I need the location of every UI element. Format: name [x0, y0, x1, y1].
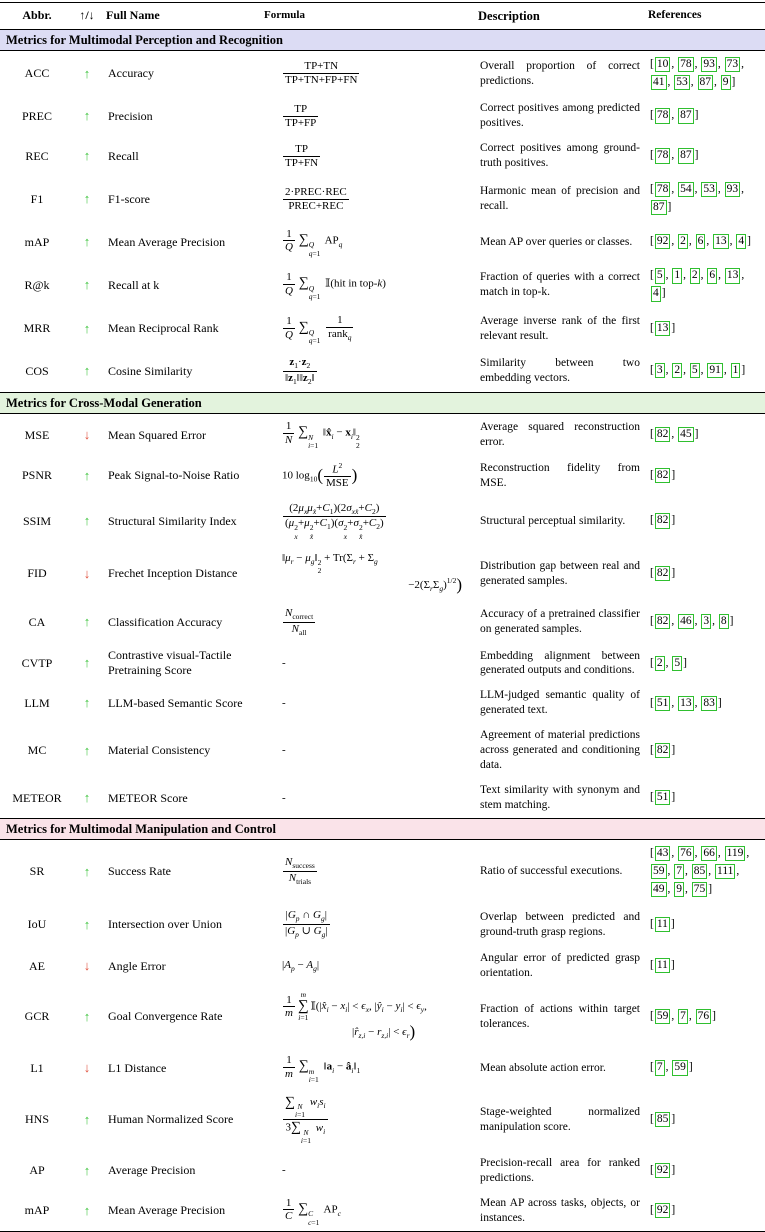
citation-link[interactable]: 5	[690, 363, 700, 378]
metric-description: Precision-recall area for ranked predictions.	[480, 1156, 640, 1184]
citation-link[interactable]: 13	[725, 268, 741, 283]
citation-link[interactable]: 75	[692, 882, 708, 897]
up-arrow-icon: ↑	[83, 108, 91, 124]
up-arrow-icon: ↑	[83, 695, 91, 711]
citation-link[interactable]: 2	[678, 234, 688, 249]
metric-description: Distribution gap between real and generated samples.	[480, 559, 640, 587]
metric-description: Similarity between two embedding vectors.	[480, 357, 640, 385]
metric-row	[0, 643, 765, 683]
col-header-formula: Formula	[264, 9, 305, 22]
metric-formula: $‖\mu_r$ − $\mu_g‖$ 2 2 + $Tr(\Sigma_r + \Sigma_g$ $-2(\Sigma_r\Sigma_g)^{1/2}$)	[282, 551, 462, 595]
metric-abbr: MSE	[24, 427, 50, 442]
metric-row	[0, 456, 765, 496]
metric-description: Mean AP across tasks, objects, or instances.	[480, 1197, 640, 1224]
up-arrow-icon: ↑	[83, 655, 91, 671]
metric-name: Human Normalized Score	[108, 1112, 234, 1127]
metric-row	[0, 308, 765, 350]
metric-formula: $\frac{1}{Q}$ ∑ Q q=1 1 rank$_q$	[285, 314, 352, 346]
metric-abbr: L1	[30, 1060, 44, 1075]
metric-description: Structural perceptual similarity.	[480, 514, 626, 527]
citation-link[interactable]: 5	[655, 268, 665, 283]
up-arrow-icon: ↑	[83, 614, 91, 630]
metric-name: Frechet Inception Distance	[108, 566, 238, 581]
metric-name: Precision	[108, 108, 153, 123]
metric-formula: ∑ N i=1 $w_is_i$ 3∑ N i=1 $w_i$	[285, 1094, 326, 1146]
metric-row	[0, 601, 765, 644]
citation-link[interactable]: 10	[655, 57, 671, 72]
citation-link[interactable]: 51	[655, 790, 671, 805]
metric-row	[0, 1048, 765, 1089]
metric-row	[0, 414, 765, 455]
citation-link[interactable]: 11	[655, 917, 670, 932]
metric-row	[0, 1151, 765, 1191]
down-arrow-icon: ↓	[83, 565, 91, 581]
citation-link[interactable]: 13	[655, 321, 671, 336]
metric-name: Mean Average Precision	[108, 234, 226, 249]
citation-link[interactable]: 76	[696, 1009, 712, 1024]
metric-description: Correct positives among predicted positives.	[480, 102, 640, 130]
citation-link[interactable]: 2	[672, 363, 682, 378]
up-arrow-icon: ↑	[83, 1162, 91, 1178]
citation-link[interactable]: 7	[674, 864, 684, 879]
col-header-abbr: Abbr.	[22, 8, 52, 23]
citation-link[interactable]: 78	[655, 148, 671, 163]
citation-link[interactable]: 53	[674, 75, 690, 90]
metric-formula: $\frac{z_1\cdot z_2}{‖z_1‖‖z_2‖}$	[285, 355, 315, 386]
section-header: Metrics for Multimodal Perception and Recognition	[0, 29, 765, 51]
up-arrow-icon: ↑	[83, 320, 91, 336]
metric-name: Classification Accuracy	[108, 614, 223, 629]
metric-row	[0, 683, 765, 723]
metric-name: Recall	[108, 148, 139, 163]
metric-row	[0, 1191, 765, 1232]
citation-link[interactable]: 2	[655, 656, 665, 671]
citation-link[interactable]: 51	[655, 696, 671, 711]
citation-link[interactable]: 92	[655, 1203, 671, 1218]
citation-link[interactable]: 59	[651, 864, 667, 879]
metric-formula: $\frac{1}{m}$ m ∑ i=1 $𝕀(|x̂_i - x_i| < \epsilon_x$, $|ŷ_i - y_i| < \epsilon_y$, $|r̂_{z,i} - r_{z,i}| < \epsilon_r$)	[285, 989, 427, 1042]
metric-name: Average Precision	[108, 1163, 196, 1178]
metric-formula: -	[282, 1164, 286, 1177]
metric-name: Structural Similarity Index	[108, 513, 237, 528]
citation-link[interactable]: 82	[655, 566, 671, 581]
citation-link[interactable]: 9	[721, 75, 731, 90]
metric-formula: $\frac{1}{m}$ ∑ m i=1 $‖a_i$ − $â_i‖_1$	[285, 1053, 361, 1084]
metric-formula: $\frac{1}{Q}$ ∑ Q q=1 𝕀(hit in top-k)	[285, 270, 386, 301]
metric-name: Peak Signal-to-Noise Ratio	[108, 468, 240, 483]
metric-description: Accuracy of a pretrained classifier on generated samples.	[480, 608, 640, 636]
citation-link[interactable]: 93	[725, 182, 741, 197]
metric-name: Cosine Similarity	[108, 363, 193, 378]
metric-references: [ 59 , 7 , 76 ]	[648, 1008, 759, 1026]
citation-link[interactable]: 11	[655, 958, 670, 973]
up-arrow-icon: ↑	[83, 148, 91, 164]
metric-name: Intersection over Union	[108, 917, 222, 932]
citation-link[interactable]: 85	[655, 1112, 671, 1127]
citation-link[interactable]: 78	[678, 57, 694, 72]
metric-references: [ 13 ]	[648, 320, 759, 338]
metric-abbr: SSIM	[22, 513, 51, 528]
citation-link[interactable]: 53	[701, 182, 717, 197]
metric-references: [ 11 ]	[648, 957, 759, 975]
citation-link[interactable]: 9	[674, 882, 684, 897]
metric-row	[0, 840, 765, 903]
metric-references: [ 85 ]	[648, 1111, 759, 1129]
citation-link[interactable]: 82	[655, 743, 671, 758]
metric-abbr: MRR	[23, 321, 51, 336]
metric-description: Correct positives among ground-truth positives.	[480, 142, 640, 170]
citation-link[interactable]: 87	[698, 75, 714, 90]
metric-description: Agreement of material predictions across generated and conditioning data.	[480, 729, 640, 772]
metric-abbr: ACC	[24, 66, 50, 81]
citation-link[interactable]: 78	[655, 182, 671, 197]
metric-abbr: PREC	[21, 108, 52, 123]
citation-link[interactable]: 6	[707, 268, 717, 283]
metric-description: Overlap between predicted and ground-truth grasp regions.	[480, 910, 640, 938]
metric-description: Reconstruction fidelity from MSE.	[480, 461, 640, 489]
metric-references: [ 78 , 87 ]	[648, 147, 759, 165]
up-arrow-icon: ↑	[83, 916, 91, 932]
metric-abbr: METEOR	[12, 790, 62, 805]
metric-description: Mean absolute action error.	[480, 1061, 606, 1074]
section-header: Metrics for Multimodal Manipulation and Control	[0, 818, 765, 840]
metric-references: [ 92 ]	[648, 1162, 759, 1180]
metric-abbr: COS	[25, 363, 49, 378]
citation-link[interactable]: 1	[731, 363, 741, 378]
metric-references: [ 82 ]	[648, 512, 759, 530]
metric-references: [ 51 , 13 , 83 ]	[648, 695, 759, 713]
metric-references: [ 92 , 2 , 6 , 13 , 4 ]	[648, 233, 759, 251]
table-header	[0, 3, 765, 29]
metric-abbr: GCR	[24, 1009, 50, 1024]
metric-references: [ 2 , 5 ]	[648, 655, 759, 673]
metric-references: [ 7 , 59 ]	[648, 1059, 759, 1077]
metric-name: Success Rate	[108, 864, 171, 879]
citation-link[interactable]: 92	[655, 234, 671, 249]
metric-abbr: REC	[25, 148, 49, 163]
citation-link[interactable]: 82	[655, 513, 671, 528]
citation-link[interactable]: 78	[655, 108, 671, 123]
metric-formula: $\frac{1}{C}$ ∑ C c=1 $AP_c$	[285, 1196, 341, 1227]
up-arrow-icon: ↑	[83, 234, 91, 250]
table-body	[0, 29, 765, 1232]
citation-link[interactable]: 87	[678, 148, 694, 163]
citation-link[interactable]: 111	[715, 864, 735, 879]
metric-row	[0, 96, 765, 136]
col-header-references: References	[648, 9, 702, 21]
metric-references: [ 11 ]	[648, 916, 759, 934]
metric-formula: 10 $\log_{10}$( $L^2$ MSE )	[282, 460, 358, 489]
metric-row	[0, 946, 765, 986]
metric-name: Angle Error	[108, 958, 166, 973]
citation-link[interactable]: 76	[678, 846, 694, 861]
citation-link[interactable]: 13	[713, 234, 729, 249]
citation-link[interactable]: 2	[690, 268, 700, 283]
citation-link[interactable]: 93	[701, 57, 717, 72]
citation-link[interactable]: 45	[678, 427, 694, 442]
metric-abbr: CVTP	[21, 655, 53, 670]
metric-name: Mean Reciprocal Rank	[108, 321, 219, 336]
metric-description: Fraction of queries with a correct match in top-k.	[480, 271, 640, 299]
metric-abbr: AP	[29, 1163, 45, 1178]
metric-formula: $N_{correct}$ $N_{all}$	[285, 606, 314, 637]
metric-references: [ 82 , 45 ]	[648, 426, 759, 444]
up-arrow-icon: ↑	[83, 65, 91, 81]
citation-link[interactable]: 82	[655, 614, 671, 629]
metric-description: Stage-weighted normalized manipulation score.	[480, 1105, 640, 1133]
citation-link[interactable]: 54	[678, 182, 694, 197]
citation-link[interactable]: 13	[678, 696, 694, 711]
metric-row	[0, 51, 765, 97]
citation-link[interactable]: 85	[692, 864, 708, 879]
metric-name: Mean Average Precision	[108, 1203, 226, 1218]
metric-description: Embedding alignment between generated outputs and conditions.	[480, 649, 640, 677]
metric-formula: $\frac{TP}{TP+FP}$	[285, 103, 317, 129]
metric-name: Mean Squared Error	[108, 427, 206, 442]
metric-references: [ 51 ]	[648, 789, 759, 807]
metric-references: [ 5 , 1 , 2 , 6 , 13 , 4 ]	[648, 267, 759, 303]
metric-description: Mean AP over queries or classes.	[480, 235, 633, 248]
citation-link[interactable]: 83	[701, 696, 717, 711]
metric-formula: -	[282, 791, 286, 804]
metric-description: LLM-judged semantic quality of generated text.	[480, 689, 640, 717]
metric-name: METEOR Score	[108, 790, 188, 805]
metric-name: L1 Distance	[108, 1060, 167, 1075]
citation-link[interactable]: 43	[655, 846, 671, 861]
metric-abbr: PSNR	[21, 468, 53, 483]
metric-formula: -	[282, 656, 286, 669]
metric-name: LLM-based Semantic Score	[108, 695, 243, 710]
metric-abbr: mAP	[24, 234, 50, 249]
citation-link[interactable]: 6	[696, 234, 706, 249]
metric-references: [ 82 ]	[648, 742, 759, 760]
metric-formula: $N_{success}$ $N_{trials}$	[285, 856, 315, 887]
metric-row	[0, 496, 765, 547]
citation-link[interactable]: 66	[701, 846, 717, 861]
metric-name: Goal Convergence Rate	[108, 1009, 223, 1024]
metric-abbr: mAP	[24, 1203, 50, 1218]
citation-link[interactable]: 87	[678, 108, 694, 123]
metric-row	[0, 1089, 765, 1151]
metric-abbr: F1	[30, 191, 44, 206]
up-arrow-icon: ↑	[83, 863, 91, 879]
citation-link[interactable]: 46	[678, 614, 694, 629]
metric-references: [ 82 , 46 , 3 , 8 ]	[648, 613, 759, 631]
metric-row	[0, 176, 765, 222]
citation-link[interactable]: 82	[655, 468, 671, 483]
metric-formula: $\frac{|G_p \cap G_g|}{|G_p \cup G_g|}$	[285, 909, 328, 940]
up-arrow-icon: ↑	[83, 191, 91, 206]
metric-abbr: SR	[29, 864, 45, 879]
metric-description: Angular error of predicted grasp orientation.	[480, 952, 640, 980]
metric-formula: $|A_p - A_g|$	[282, 958, 320, 974]
col-header-direction: ↑/↓	[79, 8, 95, 23]
metric-formula: $\frac{TP+TN}{TP+TN+FP+FN}$	[285, 60, 358, 87]
metric-description: Text similarity with synonym and stem matching.	[480, 784, 640, 812]
citation-link[interactable]: 87	[651, 200, 667, 215]
down-arrow-icon: ↓	[83, 427, 91, 443]
citation-link[interactable]: 119	[725, 846, 746, 861]
col-header-description: Description	[478, 8, 540, 23]
metric-description: Average inverse rank of the first relevant result.	[480, 315, 640, 342]
citation-link[interactable]: 91	[707, 363, 723, 378]
metric-references: [ 10 , 78 , 93 , 73 , 41 , 53 , 87 , 9 ]	[648, 56, 759, 92]
metric-formula: $(2\mu_x\mu_{x̂}+C_1)(2\sigma_{xx̂}+C_2)$ (μ 2 x +μ 2 x̂ $+C_1)(\sigma$ 2 x +σ 2 x̂ $+C_2$)	[285, 501, 384, 541]
metric-formula: -	[282, 696, 286, 709]
metric-description: Average squared reconstruction error.	[480, 421, 640, 449]
citation-link[interactable]: 4	[736, 234, 746, 249]
col-header-full-name: Full Name	[106, 8, 160, 23]
citation-link[interactable]: 3	[655, 363, 665, 378]
metric-abbr: LLM	[24, 695, 50, 710]
metric-description: Fraction of actions within target tolerances.	[480, 1003, 640, 1030]
metric-row	[0, 136, 765, 176]
metric-references: [ 78 , 87 ]	[648, 107, 759, 125]
metric-row	[0, 723, 765, 778]
citation-link[interactable]: 59	[672, 1060, 688, 1075]
citation-link[interactable]: 41	[651, 75, 667, 90]
up-arrow-icon: ↑	[83, 467, 91, 483]
citation-link[interactable]: 8	[719, 614, 729, 629]
metric-references: [ 3 , 2 , 5 , 91 , 1 ]	[648, 362, 759, 380]
metric-row	[0, 547, 765, 601]
metric-abbr: CA	[28, 614, 46, 629]
metric-row	[0, 222, 765, 263]
metric-abbr: IoU	[27, 917, 47, 932]
metric-references: [ 78 , 54 , 53 , 93 , 87 ]	[648, 181, 759, 217]
metric-description: Overall proportion of correct predictions.	[480, 59, 640, 87]
citation-link[interactable]: 4	[651, 286, 661, 301]
metric-name: Contrastive visual-Tactile Pretraining Score	[108, 648, 232, 678]
metric-abbr: MC	[27, 743, 47, 758]
metric-references: [ 92 ]	[648, 1202, 759, 1220]
citation-link[interactable]: 92	[655, 1163, 671, 1178]
up-arrow-icon: ↑	[83, 1111, 91, 1127]
citation-link[interactable]: 73	[725, 57, 741, 72]
metric-formula: $\frac{1}{N}$ ∑ N i=1 $‖x̂_i$ − $x_i‖$ 2 2	[285, 420, 360, 451]
metric-formula: 2·PREC·REC PREC+REC	[285, 185, 347, 212]
metric-references: [ 82 ]	[648, 467, 759, 485]
metric-abbr: AE	[29, 958, 45, 973]
down-arrow-icon: ↓	[83, 1060, 91, 1076]
citation-link[interactable]: 59	[655, 1009, 671, 1024]
up-arrow-icon: ↑	[83, 513, 91, 529]
metric-description: Harmonic mean of precision and recall.	[480, 185, 640, 212]
up-arrow-icon: ↑	[83, 1202, 91, 1218]
metric-formula: $\frac{1}{Q}$ ∑ Q q=1 $AP_q$	[285, 227, 343, 258]
metric-formula: -	[282, 744, 286, 757]
citation-link[interactable]: 7	[678, 1009, 688, 1024]
down-arrow-icon: ↓	[83, 958, 91, 974]
citation-link[interactable]: 5	[672, 656, 682, 671]
up-arrow-icon: ↑	[83, 1008, 91, 1024]
up-arrow-icon: ↑	[83, 742, 91, 758]
metric-row	[0, 262, 765, 308]
citation-link[interactable]: 1	[672, 268, 682, 283]
metric-abbr: FID	[27, 566, 47, 581]
metric-name: Material Consistency	[108, 743, 211, 758]
metric-row	[0, 986, 765, 1048]
metric-name: Accuracy	[108, 66, 154, 81]
citation-link[interactable]: 3	[701, 614, 711, 629]
metric-abbr: R@k	[24, 277, 50, 292]
up-arrow-icon: ↑	[83, 363, 91, 379]
metric-references: [ 43 , 76 , 66 , 119 , 59 , 7 , 85 , 111 , 49 , 9 , 75 ]	[648, 845, 759, 898]
metric-row	[0, 903, 765, 946]
metrics-table	[0, 2, 765, 1232]
citation-link[interactable]: 49	[651, 882, 667, 897]
metric-name: F1-score	[108, 191, 150, 206]
citation-link[interactable]: 7	[655, 1060, 665, 1075]
section-header: Metrics for Cross-Modal Generation	[0, 392, 765, 414]
metric-description: Ratio of successful executions.	[480, 865, 623, 878]
citation-link[interactable]: 82	[655, 427, 671, 442]
metric-abbr: HNS	[24, 1112, 49, 1127]
up-arrow-icon: ↑	[83, 277, 91, 293]
up-arrow-icon: ↑	[83, 790, 91, 806]
metric-references: [ 82 ]	[648, 565, 759, 583]
metric-name: Recall at k	[108, 277, 160, 292]
metric-row	[0, 350, 765, 393]
metric-formula: $\frac{TP}{TP+FN}$	[285, 143, 319, 169]
metric-row	[0, 778, 765, 818]
